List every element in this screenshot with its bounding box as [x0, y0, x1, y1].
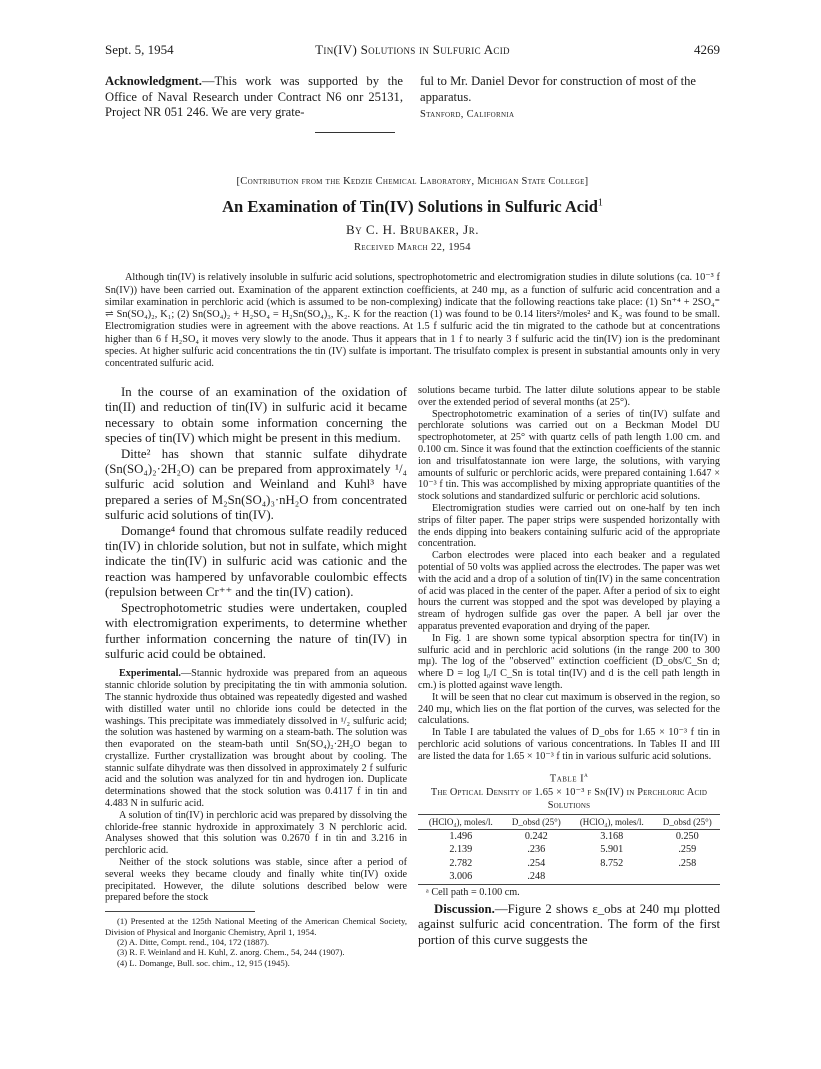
table-cell: 8.752 [600, 857, 624, 869]
table-cell [569, 871, 655, 885]
received-date: Received March 22, 1954 [354, 242, 471, 253]
footnote: (3) R. F. Weinland and H. Kuhl, Z. anorg. Chem., 54, 244 (1907). [117, 947, 345, 958]
acknowledgment-heading: Acknowledgment. [105, 74, 202, 88]
footnote-divider [105, 911, 255, 912]
table-cell: .236 [527, 844, 546, 855]
table-cell: 3.006 [418, 871, 504, 885]
footnote: (1) Presented at the 125th National Meeting of the American Chemical Society, Division of Physical and Inorganic Chemistry, April 1, 1954. [105, 916, 407, 937]
experimental-paragraph: A solution of tin(IV) in perchloric acid was prepared by dissolving the chloride-free stannic hydroxide in approximately 3 N perchloric acid. Analyses showed that this solution was 0.2670 f in tin and 3.216 in perchloric acid. [105, 809, 407, 857]
contribution-line: [Contribution from the Kedzie Chemical Laboratory, Michigan State College] [236, 176, 589, 187]
experimental-text: —Stannic hydroxide was prepared from an aqueous stannic chloride solution by precipitating the tin with ammonia solution. The stannic hydroxide thus obtained was repeatedly digested and washed with distilled water until no chloride ions could be detected in the washings. This precipitate was immediately dissolved in ¹/₂ sulfuric acid; the solution was hastened by warming on a steam-bath. The solution was then evaporated on the steam-bath until Sn(SO₄)₂·2H₂O began to crystallize. Further crystallization was brought about by cooling. The stannic sulfate dihydrate was then dissolved in approximately 2 f sulfuric acid and the solution was analyzed for tin and hydrogen ion. Duplicate determinations showed that the stock solution was 0.4117 f in tin and 4.483 N in sulfuric acid. [105, 668, 407, 810]
table-header-cell: D_obsd (25°) [504, 815, 569, 830]
table-cell: .248 [504, 871, 569, 885]
body-paragraph: It will be seen that no clear cut maximum is observed in the region, so 240 mμ, which lies on the flat portion of the curves, was selected for the calculations. [418, 691, 720, 727]
intro-paragraph: Domange⁴ found that chromous sulfate readily reduced tin(IV) in chloride solution, but not in sulfate, which might indicate the tin(IV) in sulfuric acid was cationic and the reaction was hampered by unfavorable coulombic effects (repulsion between Cr⁺⁺ and the tin(IV) cation). [105, 523, 407, 600]
table-label [418, 771, 720, 785]
table-row [418, 830, 720, 844]
article-title [105, 197, 720, 217]
table-footnote: ᵃ Cell path = 0.100 cm. [426, 887, 520, 898]
table-cell: 3.168 [600, 830, 624, 842]
section-divider [315, 132, 395, 133]
body-paragraph: solutions became turbid. The latter dilute solutions appear to be stable over the extended period of several months (at 25°). [418, 385, 720, 408]
table-cell: 1.496 [449, 830, 473, 842]
page-header [105, 42, 720, 60]
table-header-cell: (HClO₄), moles/l. [569, 815, 655, 830]
table-header-row [418, 815, 720, 830]
right-column [418, 385, 720, 948]
table-row [418, 844, 720, 858]
intro-paragraph: Spectrophotometric studies were undertaken, coupled with electromigration experiments, to determine whether further information concerning the nature of tin(IV) in sulfuric acid could be obtained. [105, 600, 407, 661]
article-title-text: An Examination of Tin(IV) Solutions in Sulfuric Acid [222, 197, 598, 216]
footnote: (4) L. Domange, Bull. soc. chim., 12, 915 (1945). [117, 957, 290, 968]
intro-paragraph: Ditte² has shown that stannic sulfate dihydrate (Sn(SO₄)₂·2H₂O) can be prepared from approximately ¹/₄ sulfuric acid solution and Weinland and Kuhl³ have prepared a series of M₂Sn(SO₄)₃·nH₂O from concentrated sulfuric acid solutions of tin(IV). [105, 446, 407, 523]
discussion-heading: Discussion. [434, 902, 495, 916]
discussion-text: —Figure 2 shows ε_obs at 240 mμ plotted against sulfuric acid concentration. The form of the first portion of this curve suggests the [418, 902, 720, 947]
running-title: Tin(IV) Solutions in Sulfuric Acid [315, 42, 510, 57]
table-cell: 0.250 [675, 830, 699, 842]
table-caption: The Optical Density of 1.65 × 10⁻³ f Sn(IV) in Perchloric Acid Solutions [430, 787, 708, 811]
discussion-paragraph [418, 902, 720, 948]
body-paragraph: In Table I are tabulated the values of D_obs for 1.65 × 10⁻³ f tin in perchloric acid solutions of various concentrations. In Tables II and III are listed the data for 1.65 × 10⁻³ f tin in various sulfuric acid solutions. [418, 727, 720, 762]
left-column [105, 385, 407, 968]
table-cell: 0.242 [524, 830, 548, 842]
acknowledgment-right [420, 74, 720, 123]
table-row [418, 871, 720, 885]
optical-density-table [418, 814, 720, 885]
table-row [418, 857, 720, 871]
table-cell: 2.782 [449, 857, 473, 869]
experimental-paragraph: Neither of the stock solutions was stable, since after a period of several weeks they became cloudy and finally white tin(IV) oxide precipitated. However, the dilute solutions described below were prepared before the stock [105, 857, 407, 904]
experimental-paragraph [105, 668, 407, 810]
intro-paragraph: In the course of an examination of the oxidation of tin(II) and reduction of tin(IV) in sulfuric acid it became necessary to obtain some information concerning the species of tin(IV) which might be present in this medium. [105, 385, 407, 446]
table-cell: .258 [678, 857, 697, 869]
table-label-note: a [584, 770, 589, 779]
acknowledgment-text-right: ful to Mr. Daniel Devor for construction of most of the apparatus. [420, 74, 696, 104]
table-header-cell: D_obsd (25°) [655, 815, 720, 830]
experimental-heading: Experimental. [119, 668, 181, 680]
table-cell: 2.139 [449, 844, 473, 855]
table-cell: .259 [678, 844, 697, 855]
body-paragraph: Electromigration studies were carried out on one-half by ten inch strips of filter paper. The paper strips were suspended horizontally with the ends dipping into beakers containing sulfuric acid of the appropriate concentration. [418, 502, 720, 550]
acknowledgment-left [105, 74, 403, 121]
page-number: 4269 [694, 42, 720, 57]
table-label-text: Table I [549, 773, 585, 784]
table-header-cell: (HClO₄), moles/l. [418, 815, 504, 830]
header-date: Sept. 5, 1954 [105, 42, 174, 57]
footnote: (2) A. Ditte, Compt. rend., 104, 172 (1887). [117, 937, 270, 948]
body-paragraph: Carbon electrodes were placed into each beaker and a regulated potential of 50 volts was applied across the electrodes. The paper was wet with the acid and a drop of a solution of tin(IV) in the same concentration of acid was placed in the center of the paper. After a period of six to eight hours the current was stopped and the spot was developed by playing a stream of hydrogen sulfide gas over the paper. A bell jar over the apparatus prevented evaporation and drying of the paper. [418, 550, 720, 632]
abstract: Although tin(IV) is relatively insoluble in sulfuric acid solutions, spectrophotometric and electromigration studies in dilute solutions (ca. 10⁻³ f Sn(IV)) have been carried out. Examination of the apparent extinction coefficients, at 240 mμ, as a function of sulfuric acid concentration and a similar examination in perchloric acid (which is assumed to be non-complexing) indicate that the following reactions take place: (1) Sn⁺⁴ + 2SO₄⁼ ⇌ Sn(SO₄)₂, K₁; (2) Sn(SO₄)₂ + H₂SO₄ = H₂Sn(SO₄)₃, K₂. K for the reaction (1) was found to be 0.14 liters²/moles² and K₂ was found to be small. Electromigration studies were in agreement with the above reactions. At 1.5 f sulfuric acid the tin migrated to the cathode but at concentrations higher than 6 f H₂SO₄ it moves very slowly to the anode. Thus it appears that in 1 f to nearly 3 f sulfuric acid the tin(IV) ion is the predominant species. At higher sulfuric acid concentrations the tin (IV) sulfate is important. The trisulfato complex is present in substantial amounts only in very concentrated sulfuric acid. [105, 272, 720, 370]
body-paragraph: In Fig. 1 are shown some typical absorption spectra for tin(IV) in sulfuric acid and in perchloric acid solutions (in the range 200 to 300 mμ). The log of the "observed" extinction coefficient (D_obs/C_Sn d; where D = log I₀/I C_Sn is total tin(IV) and d is the cell path length in cm.) is plotted against wave length. [418, 632, 720, 691]
author-byline: By C. H. Brubaker, Jr. [346, 222, 479, 237]
title-footnote-mark: 1 [597, 197, 603, 209]
table-cell: .254 [527, 857, 546, 869]
table-cell: 5.901 [600, 844, 624, 855]
table-cell [655, 871, 720, 885]
acknowledgment-text-left: —This work was supported by the Office of Naval Research under Contract N6 onr 25131, Project NR 051 246. We are very grate- [105, 74, 403, 119]
affiliation: Stanford, California [420, 109, 515, 120]
body-paragraph: Spectrophotometric examination of a series of tin(IV) sulfate and perchlorate solutions was carried out on a Beckman Model DU spectrophotometer, at 25° with quartz cells of path length 1.00 cm. and 0.100 cm. Since it was found that the extinction coefficients of the stannic ion and trisulfatostannate ion were large, the solutions, with varying amounts of sulfuric or perchloric acids, were prepared containing 1.647 × 10⁻³ f tin. This was accomplished by mixing appropriate quantities of the stock solutions and standardized sulfuric or perchloric acid solutions. [418, 408, 720, 503]
